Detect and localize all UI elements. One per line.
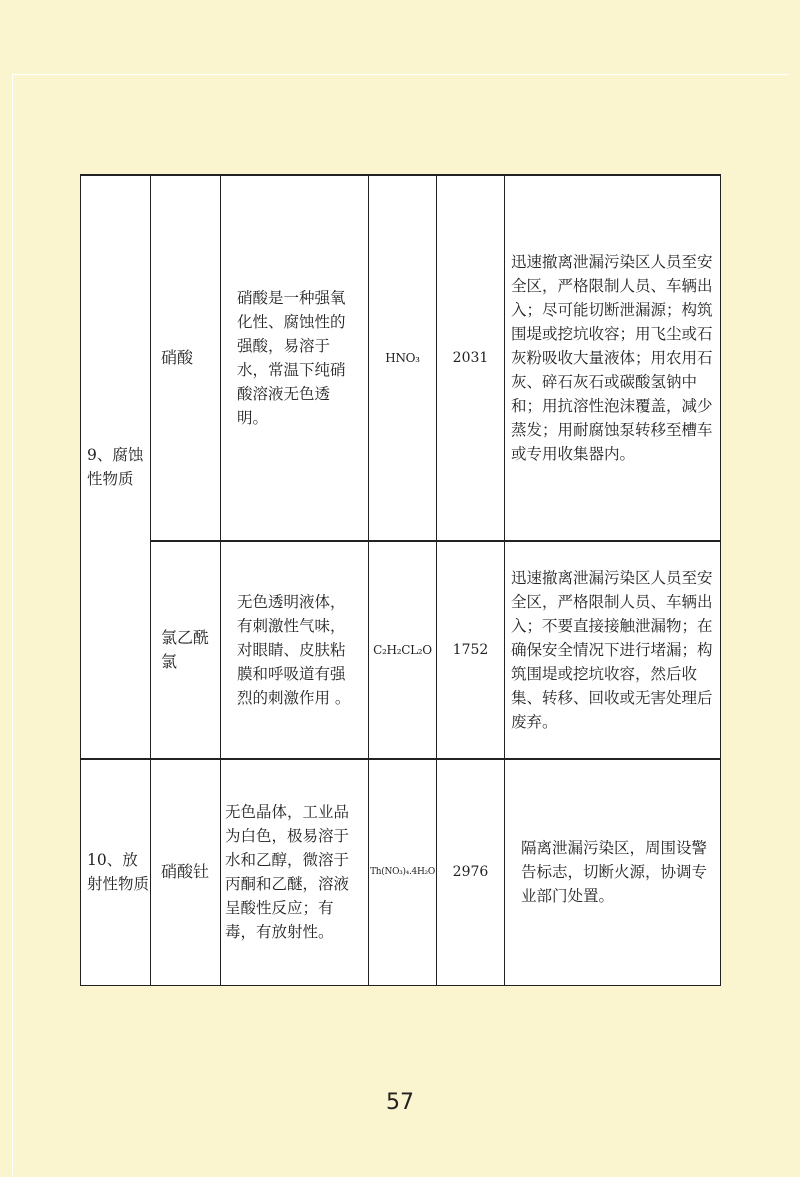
substance-properties: 无色透明液体，有刺激性气味，对眼睛、皮肤粘膜和呼吸道有强烈的刺激作用 。 [221, 541, 369, 759]
table-row [81, 759, 721, 985]
category-cell: 10、放射性物质 [81, 759, 151, 985]
chemical-formula: HNO₃ [369, 175, 437, 541]
emergency-handling: 隔离泄漏污染区，周围设警告标志，切断火源，协调专业部门处置。 [505, 759, 721, 985]
emergency-handling: 迅速撤离泄漏污染区人员至安全区，严格限制人员、车辆出入；尽可能切断泄漏源；构筑围堤或挖坑收容；用飞尘或石灰粉吸收大量液体；用农用石灰、碎石灰石或碳酸氢钠中和；用抗溶性泡沫覆盖，减少蒸发；用耐腐蚀泵转移至槽车或专用收集器内。 [505, 175, 721, 541]
category-cell: 9、腐蚀性物质 [81, 175, 151, 759]
emergency-handling: 迅速撤离泄漏污染区人员至安全区，严格限制人员、车辆出入；不要直接接触泄漏物；在确保安全情况下进行堵漏；构筑围堤或挖坑收容，然后收集、转移、回收或无害处理后废弃。 [505, 541, 721, 759]
un-number: 1752 [437, 541, 505, 759]
hazardous-materials-table [80, 174, 721, 986]
substance-name: 氯乙酰氯 [151, 541, 221, 759]
substance-properties: 硝酸是一种强氧化性、腐蚀性的强酸，易溶于水，常温下纯硝酸溶液无色透明。 [221, 175, 369, 541]
page-number: 57 [386, 1090, 414, 1115]
substance-properties: 无色晶体，工业品为白色，极易溶于水和乙醇，微溶于丙酮和乙醚，溶液呈酸性反应；有毒，有放射性。 [221, 759, 369, 985]
un-number: 2976 [437, 759, 505, 985]
chemical-formula: Th(NO₃)₄.4H₂O [369, 759, 437, 985]
chemical-formula: C₂H₂CL₂O [369, 541, 437, 759]
table-row [81, 541, 721, 759]
table-row [81, 175, 721, 541]
un-number: 2031 [437, 175, 505, 541]
substance-name: 硝酸钍 [151, 759, 221, 985]
substance-name: 硝酸 [151, 175, 221, 541]
